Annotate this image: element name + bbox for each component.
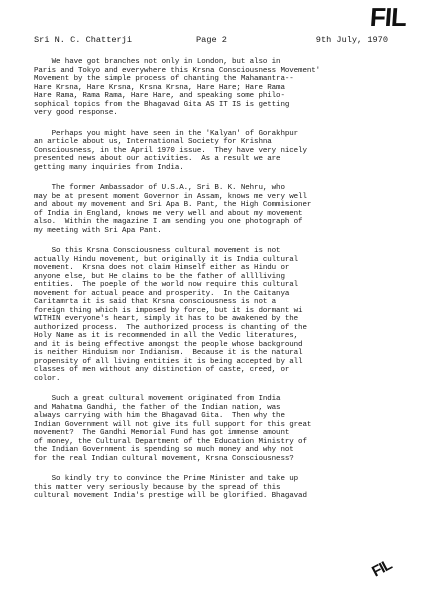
letter-body bbox=[34, 58, 404, 512]
paragraph-cultural-movement: So this Krsna Consciousness cultural movement is not actually Hindu movement, but originally it is India cultural movement. Krsna does not claim Himself either as Hindu or anyone else, but He claims to be the father of alllliving entities. The poeple of the world now require this cultural movement for actual peace and prosperity. In the Caitanya Caritamrta it is said that Krsna consciousness is not a foreign thing which is imposed by force, but it is dormant wi WITHIN everyone's heart, simply it has to be awakened by the authorized process. The authorized process is chanting of the Holy Name as it is recommended in all the Vedic literatures, and it is being effective amongst the people whose background is neither Hinduism nor Indianism. Because it is the natural propensity of all living entities it is being accepted by all classes of men without any distinction of caste, creed, or color. bbox=[34, 247, 307, 383]
letter-header bbox=[34, 34, 400, 46]
file-stamp-bottom: FIL bbox=[369, 556, 395, 581]
page-number: Page 2 bbox=[196, 35, 227, 45]
paragraph-kalyan: Perhaps you might have seen in the 'Kalyan' of Gorakhpur an article about us, International Society for Krishna Consciousness, in the April 1970 issue. They have very nicely presented news about our activities. As a result we are getting many inquiries from India. bbox=[34, 129, 307, 172]
paragraph-ambassador: The former Ambassador of U.S.A., Sri B. K. Nehru, who may be at present moment Governor in Assam, knows me very well and about my movement and Sri Apa B. Pant, the High Commisioner of India in England, knows me very well and about my movement also. Within the magazine I am sending you one photograph of my meeting with Sri Apa Pant. bbox=[34, 184, 312, 235]
file-stamp-top: FIL bbox=[368, 2, 408, 32]
paragraph-branches: We have got branches not only in London, but also in Paris and Tokyo and everywhere this Krsna Consciousness Movement' Movement by the simple process of chanting the Mahamantra-- Hare Krsna, Hare Krsna, Krsna Krsna, Hare Hare; Hare Rama Hare Rama, Rama Rama, Hare Hare, and speaking some philo- sophical topics from the Bhagavad Gita AS IT IS is getting very good response. bbox=[34, 58, 321, 117]
recipient-name: Sri N. C. Chatterji bbox=[34, 35, 132, 45]
paragraph-gandhi: Such a great cultural movement originated from India and Mahatma Gandhi, the father of the Indian nation, was always carrying with him the Bhagavad Gita. Then why the Indian Government will not give its full support for this great movement? The Gandhi Memorial Fund has got immense amount of money, the Cultural Department of the Education Ministry of the Indian Government is spending so much money and why not for the real Indian cultural movement, Krsna Consciousness? bbox=[34, 395, 312, 463]
paragraph-prime-minister: So kindly try to convince the Prime Minister and take up this matter very seriously because by the spread of this cultural movement India's prestige will be glorified. Bhagavad bbox=[34, 475, 307, 500]
letter-date: 9th July, 1970 bbox=[315, 35, 388, 45]
